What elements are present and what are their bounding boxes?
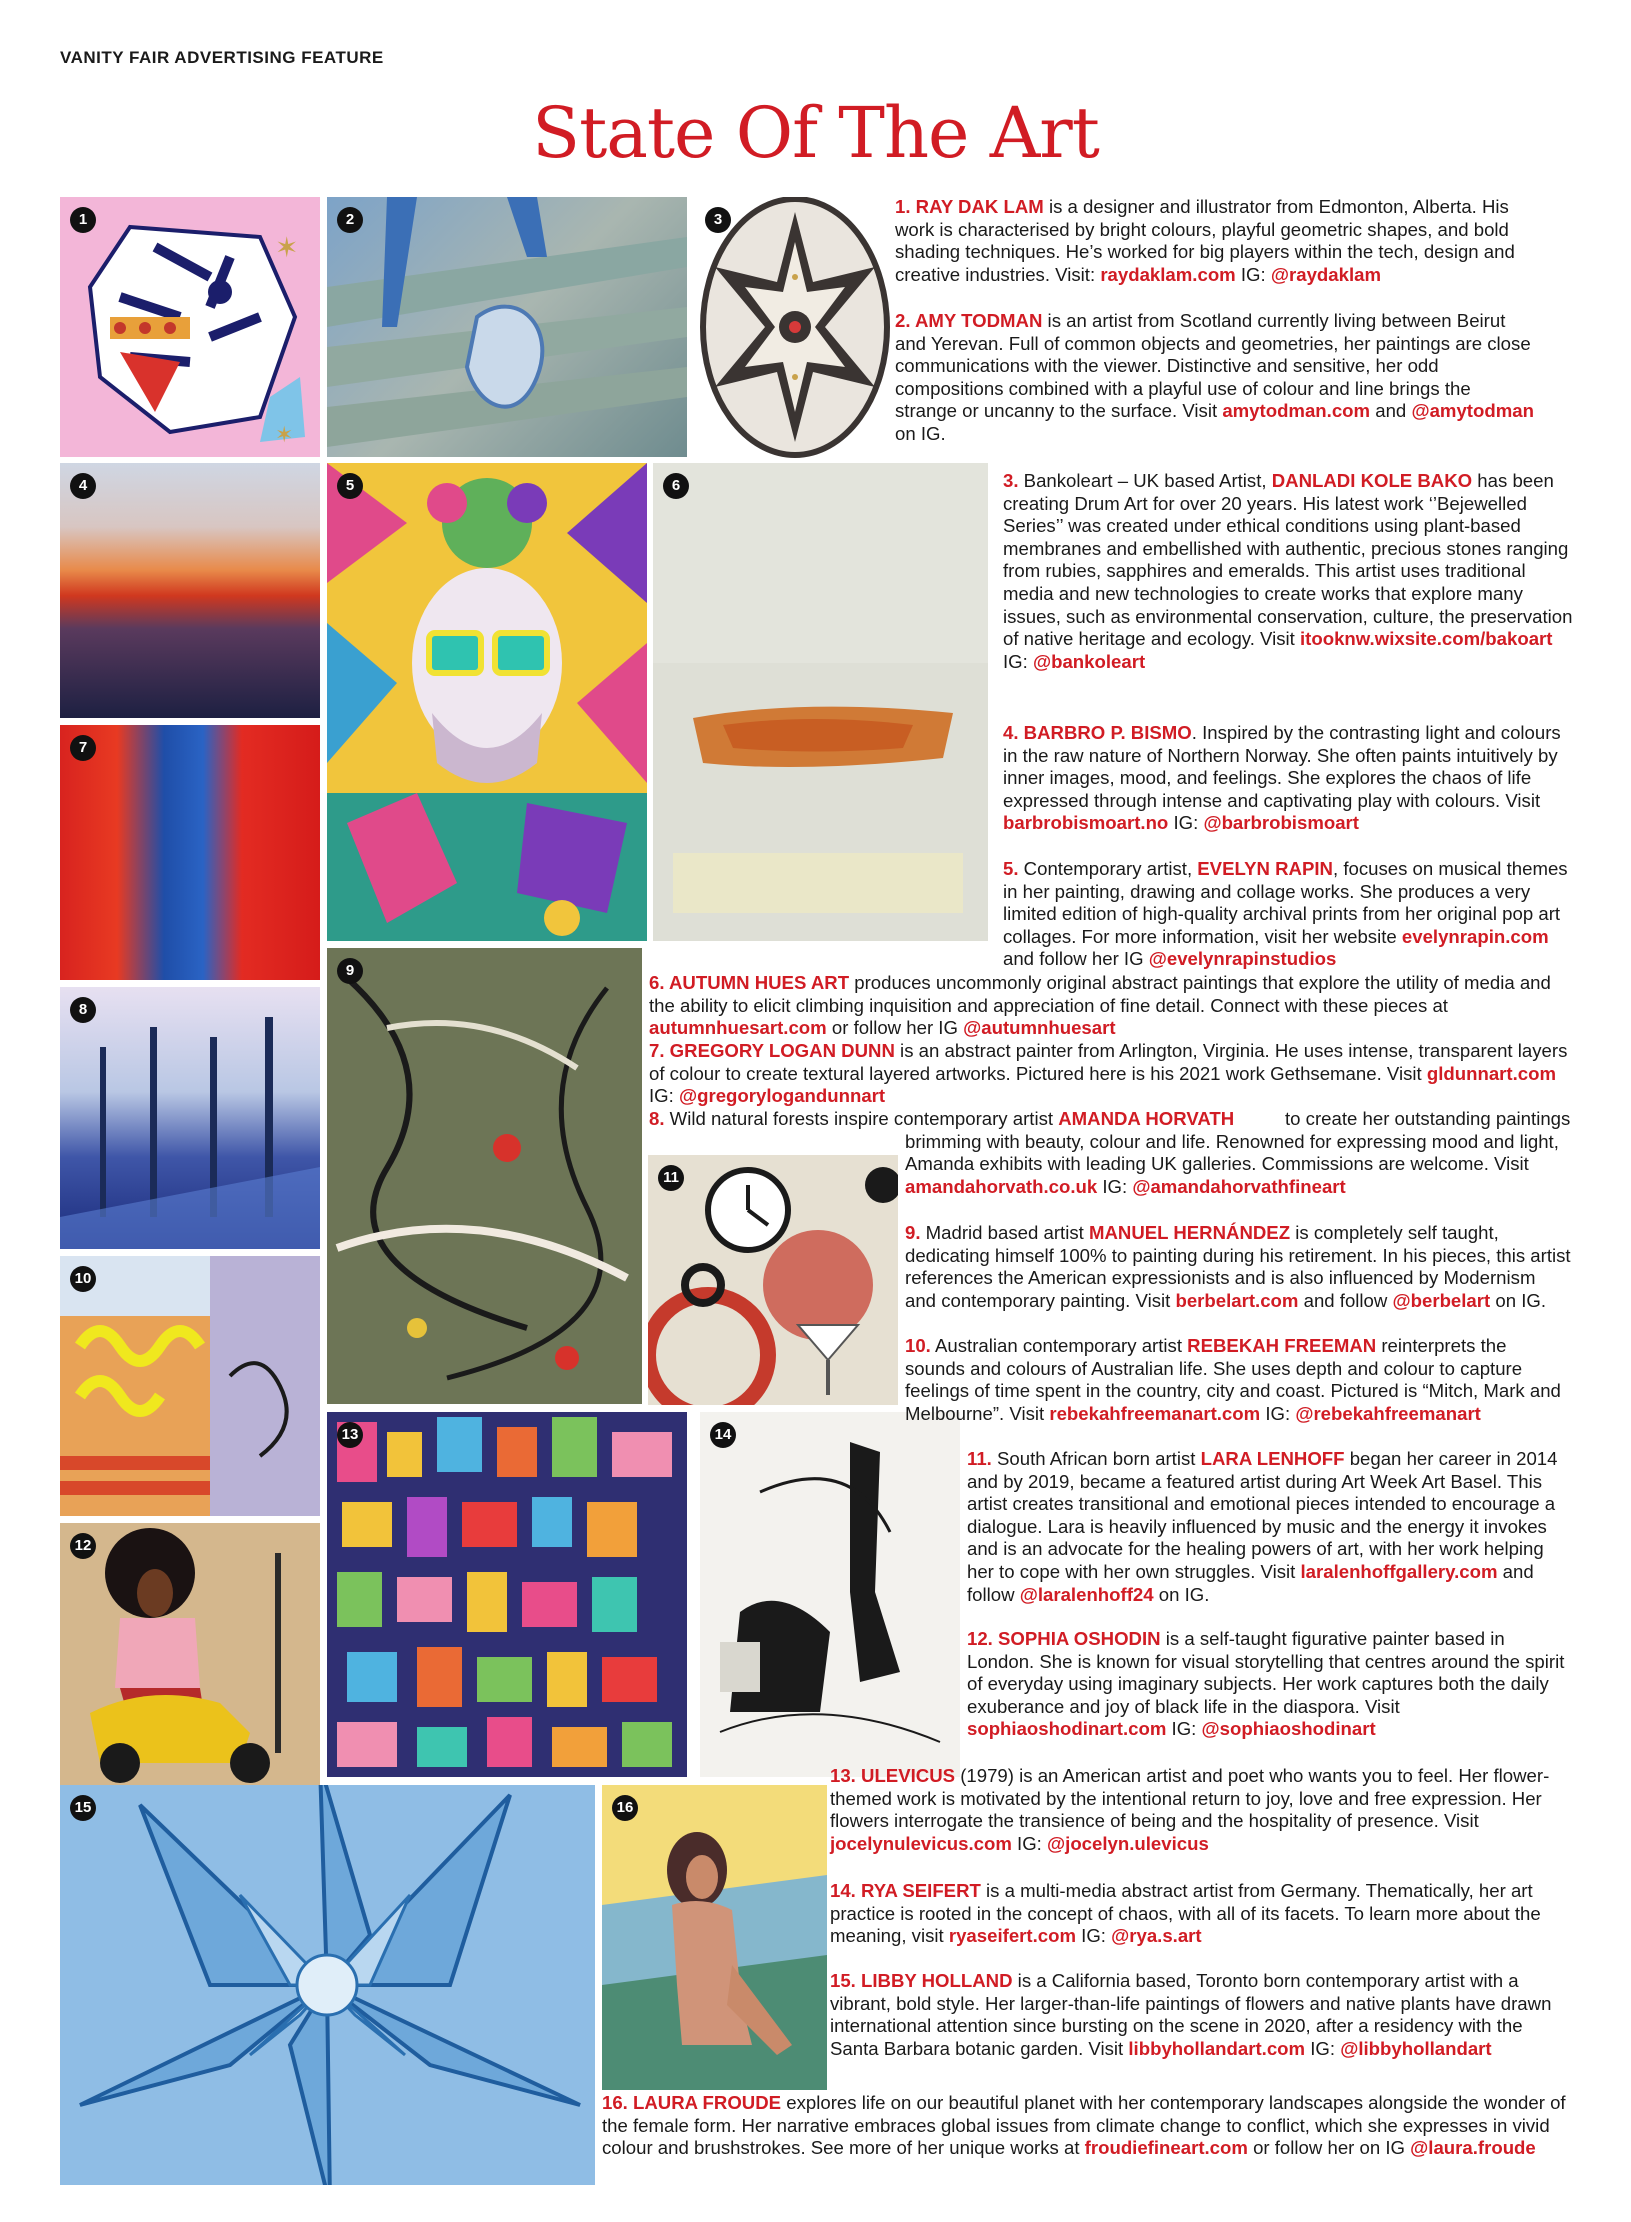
entry-number: 8. [649, 1108, 665, 1129]
entry-16: 16. LAURA FROUDE explores life on our beautiful planet with her contemporary landscapes alongside the wonder of the female form. Her narrative embraces global issues from climate change to conflict, which she expresses in vivid colour and brushstrokes. See more of her unique works at froudiefineart.com or follow her on IG @laura.froude [602, 2092, 1566, 2159]
website-link[interactable]: barbrobismoart.no [1003, 812, 1169, 834]
instagram-link[interactable]: @autumnhuesart [963, 1017, 1116, 1039]
artwork-10-painting [60, 1256, 320, 1516]
instagram-link[interactable]: @barbrobismoart [1203, 812, 1359, 834]
badge-14: 14 [710, 1422, 736, 1448]
website-link[interactable]: amandahorvath.co.uk [905, 1175, 1098, 1197]
website-link[interactable]: sophiaoshodinart.com [967, 1718, 1167, 1740]
entry-11: 11. South African born artist LARA LENHOFF began her career in 2014 and by 2019, became a featured artist during Art Week Art Basel. This artist creates transitional and emotional pieces intended to encourage a dialogue. Lara is heavily influenced by music and the energy it invokes and is an advocate for the healing powers of art, with her work helping her to cope with her own struggles. Visit laralenhoffgallery.com and follow @laralenhoff24 on IG. [967, 1448, 1558, 1605]
artwork-13-flower-painting [327, 1412, 687, 1777]
instagram-link[interactable]: @laura.froude [1410, 2137, 1536, 2159]
entry-number: 11. [967, 1448, 992, 1469]
badge-15: 15 [70, 1795, 96, 1821]
badge-16: 16 [612, 1795, 638, 1821]
entry-10: 10. Australian contemporary artist REBEKAH FREEMAN reinterprets the sounds and colours of Australian life. She uses depth and colour to capture feelings of time spent in the country, city and coast. Pictured is “Mitch, Mark and Melbourne”. Visit rebekahfreemanart.com IG: @rebekahfreemanart [905, 1335, 1561, 1424]
artist-name: 2. AMY TODMAN [895, 310, 1043, 331]
entry-number: 10. [905, 1335, 931, 1356]
artwork-16-figurative-painting [602, 1785, 827, 2090]
entry-number: 5. [1003, 858, 1019, 879]
instagram-link[interactable]: @bankoleart [1032, 650, 1146, 672]
artwork-8-forest-painting [60, 987, 320, 1249]
artist-name: 14. RYA SEIFERT [830, 1880, 981, 1901]
badge-7: 7 [70, 735, 96, 761]
badge-8: 8 [70, 997, 96, 1023]
artwork-7-abstract-painting [60, 725, 320, 980]
instagram-link[interactable]: @rya.s.art [1111, 1925, 1202, 1947]
artwork-1-tiger-illustration [60, 197, 320, 457]
instagram-link[interactable]: @jocelyn.ulevicus [1047, 1832, 1209, 1854]
entry-8: to create her outstanding paintings brimming with beauty, colour and life. Renowned for expressing mood and light, Amanda exhibits with leading UK galleries. Commissions are welcome. Visit amandahorvath.co.uk IG: @amandahorvathfineart [905, 1108, 1571, 1197]
website-link[interactable]: gldunnart.com [1426, 1062, 1556, 1084]
badge-2: 2 [337, 207, 363, 233]
instagram-link[interactable]: @evelynrapinstudios [1148, 948, 1337, 970]
badge-9: 9 [337, 958, 363, 984]
artist-name: 4. BARBRO P. BISMO [1003, 722, 1192, 743]
artist-name: LARA LENHOFF [1200, 1448, 1345, 1469]
website-link[interactable]: laralenhoffgallery.com [1300, 1560, 1498, 1582]
instagram-link[interactable]: @berbelart [1392, 1289, 1491, 1311]
instagram-link[interactable]: @amytodman [1411, 400, 1534, 422]
artwork-3-drum-art [695, 197, 890, 462]
entry-7: 7. GREGORY LOGAN DUNN is an abstract painter from Arlington, Virginia. He uses intense, transparent layers of colour to create textural layered artworks. Pictured here is his 2021 work Gethsemane. Visit gldunnart.com IG: @gregorylogandunnart [649, 1040, 1568, 1107]
website-link[interactable]: froudiefineart.com [1084, 2137, 1248, 2159]
artist-name: 12. SOPHIA OSHODIN [967, 1628, 1161, 1649]
badge-1: 1 [70, 207, 96, 233]
artwork-11-painting [648, 1155, 898, 1405]
instagram-link[interactable]: @rebekahfreemanart [1295, 1402, 1481, 1424]
artist-name: 13. ULEVICUS [830, 1765, 956, 1786]
entry-number: 3. [1003, 470, 1019, 491]
website-link[interactable]: amytodman.com [1222, 400, 1371, 422]
website-link[interactable]: ryaseifert.com [948, 1925, 1076, 1947]
instagram-link[interactable]: @gregorylogandunnart [678, 1085, 886, 1107]
website-link[interactable]: autumnhuesart.com [649, 1017, 827, 1039]
artist-name: 1. RAY DAK LAM [895, 196, 1044, 217]
entry-15: 15. LIBBY HOLLAND is a California based, Toronto born contemporary artist with a vibrant, bold style. Her larger-than-life paintings of flowers and native plants have drawn international attention since bursting on the scene in 2020, after a residency with the Santa Barbara botanic garden. Visit libbyhollandart.com IG: @libbyhollandart [830, 1970, 1552, 2059]
website-link[interactable]: libbyhollandart.com [1128, 2037, 1306, 2059]
badge-12: 12 [70, 1533, 96, 1559]
artwork-12-figurative-painting [60, 1523, 320, 1785]
entry-12: 12. SOPHIA OSHODIN is a self-taught figurative painter based in London. She is known for visual storytelling that centres around the spirit of everyday using imaginary subjects. Her work captures both the daily exuberance and joy of black life in the diaspora. Visit sophiaoshodinart.com IG: @sophiaoshodinart [967, 1628, 1565, 1740]
artwork-6-abstract-painting [653, 463, 988, 941]
entry-3: 3. Bankoleart – UK based Artist, DANLADI KOLE BAKO has been creating Drum Art for over 20 years. His latest work ‘’Bejewelled Series’’ was created under ethical conditions using plant-based membranes and embellished with authentic, precious stones ranging from rubies, sapphires and emeralds. This artist uses traditional media and new technologies to create works that explore many issues, such as environmental conservation, culture, the preservation of native heritage and ecology. Visit itooknw.wixsite.com/bakoart IG: @bankoleart [1003, 470, 1573, 672]
badge-6: 6 [663, 473, 689, 499]
badge-4: 4 [70, 473, 96, 499]
artist-name: 15. LIBBY HOLLAND [830, 1970, 1013, 1991]
website-link[interactable]: evelynrapin.com [1401, 925, 1549, 947]
website-link[interactable]: rebekahfreemanart.com [1049, 1402, 1261, 1424]
badge-3: 3 [705, 207, 731, 233]
artist-name: 6. AUTUMN HUES ART [649, 972, 850, 993]
entry-number: 9. [905, 1222, 921, 1243]
svg-text:✶: ✶ [275, 422, 294, 447]
website-link[interactable]: itooknw.wixsite.com/bakoart [1300, 628, 1553, 650]
artist-name: MANUEL HERNÁNDEZ [1088, 1222, 1291, 1243]
entry-5: 5. Contemporary artist, EVELYN RAPIN, focuses on musical themes in her painting, drawing and collage works. She produces a very limited edition of high-quality archival prints from her original pop art collages. For more information, visit her website evelynrapin.com and follow her IG @evelynrapinstudios [1003, 858, 1568, 970]
entry-1: 1. RAY DAK LAM is a designer and illustrator from Edmonton, Alberta. His work is characterised by bright colours, playful geometric shapes, and bold shading techniques. He’s worked for big players within the tech, design and creative industries. Visit: raydaklam.com IG: @raydaklam [895, 196, 1515, 285]
svg-text:✶: ✶ [275, 232, 299, 263]
instagram-link[interactable]: @amandahorvathfineart [1132, 1175, 1346, 1197]
entry-14: 14. RYA SEIFERT is a multi-media abstract artist from Germany. Thematically, her art practice is rooted in the concept of chaos, with all of its facets. To learn more about the meaning, visit ryaseifert.com IG: @rya.s.art [830, 1880, 1541, 1947]
entry-13: 13. ULEVICUS (1979) is an American artist and poet who wants you to feel. Her flower-themed work is motivated by the intentional return to joy, love and free expression. Her flowers interrogate the transience of being and the hospitality of presence. Visit jocelynulevicus.com IG: @jocelyn.ulevicus [830, 1765, 1550, 1854]
entry-2: 2. AMY TODMAN is an artist from Scotland currently living between Beirut and Yerevan. Full of common objects and geometries, her paintings are close communications with the viewer. Distinctive and sensitive, her odd compositions combined with a playful use of colour and line brings the strange or uncanny to the surface. Visit amytodman.com and @amytodman on IG. [895, 310, 1534, 444]
instagram-link[interactable]: @sophiaoshodinart [1201, 1718, 1376, 1740]
artist-name: 7. GREGORY LOGAN DUNN [649, 1040, 895, 1061]
website-link[interactable]: raydaklam.com [1100, 263, 1236, 285]
artwork-5-pop-art-collage [327, 463, 647, 941]
entry-6: 6. AUTUMN HUES ART produces uncommonly original abstract paintings that explore the utility of media and the ability to elicit climbing inquisition and appreciation of fine detail. Connect with these pieces at autumnhuesart.com or follow her IG @autumnhuesart [649, 972, 1551, 1039]
artwork-4-sunset-painting [60, 463, 320, 718]
artist-name: DANLADI KOLE BAKO [1271, 470, 1473, 491]
entry-9: 9. Madrid based artist MANUEL HERNÁNDEZ is completely self taught, dedicating himself 100% to painting during his retirement. In his pieces, this artist references the American expressionists and is also influenced by Modernism and contemporary painting. Visit berbelart.com and follow @berbelart on IG. [905, 1222, 1571, 1311]
artwork-9-abstract-painting [327, 948, 642, 1404]
entry-8-lead: 8. Wild natural forests inspire contemporary artist AMANDA HORVATH [649, 1108, 1235, 1129]
instagram-link[interactable]: @laralenhoff24 [1019, 1583, 1154, 1605]
artist-name: REBEKAH FREEMAN [1187, 1335, 1377, 1356]
instagram-link[interactable]: @libbyhollandart [1340, 2037, 1492, 2059]
badge-10: 10 [70, 1266, 96, 1292]
page-title: State Of The Art [532, 92, 1099, 174]
website-link[interactable]: berbelart.com [1175, 1289, 1299, 1311]
artist-name: EVELYN RAPIN [1197, 858, 1333, 879]
artwork-14-abstract-ink-painting [700, 1412, 960, 1777]
entry-4: 4. BARBRO P. BISMO. Inspired by the contrasting light and colours in the raw nature of Northern Norway. She often paints intuitively by inner images, mood, and feelings. She explores the chaos of life expressed through intense and captivating play with colours. Visit barbrobismoart.no IG: @barbrobismoart [1003, 722, 1561, 834]
badge-13: 13 [337, 1422, 363, 1448]
badge-5: 5 [337, 473, 363, 499]
artwork-2-painting [327, 197, 687, 457]
artist-name: 16. LAURA FROUDE [602, 2092, 782, 2113]
feature-label: VANITY FAIR ADVERTISING FEATURE [60, 48, 384, 67]
website-link[interactable]: jocelynulevicus.com [830, 1832, 1012, 1854]
artist-name: AMANDA HORVATH [1058, 1108, 1235, 1129]
artwork-15-succulent-painting [60, 1785, 595, 2185]
instagram-link[interactable]: @raydaklam [1270, 263, 1381, 285]
badge-11: 11 [658, 1165, 684, 1191]
